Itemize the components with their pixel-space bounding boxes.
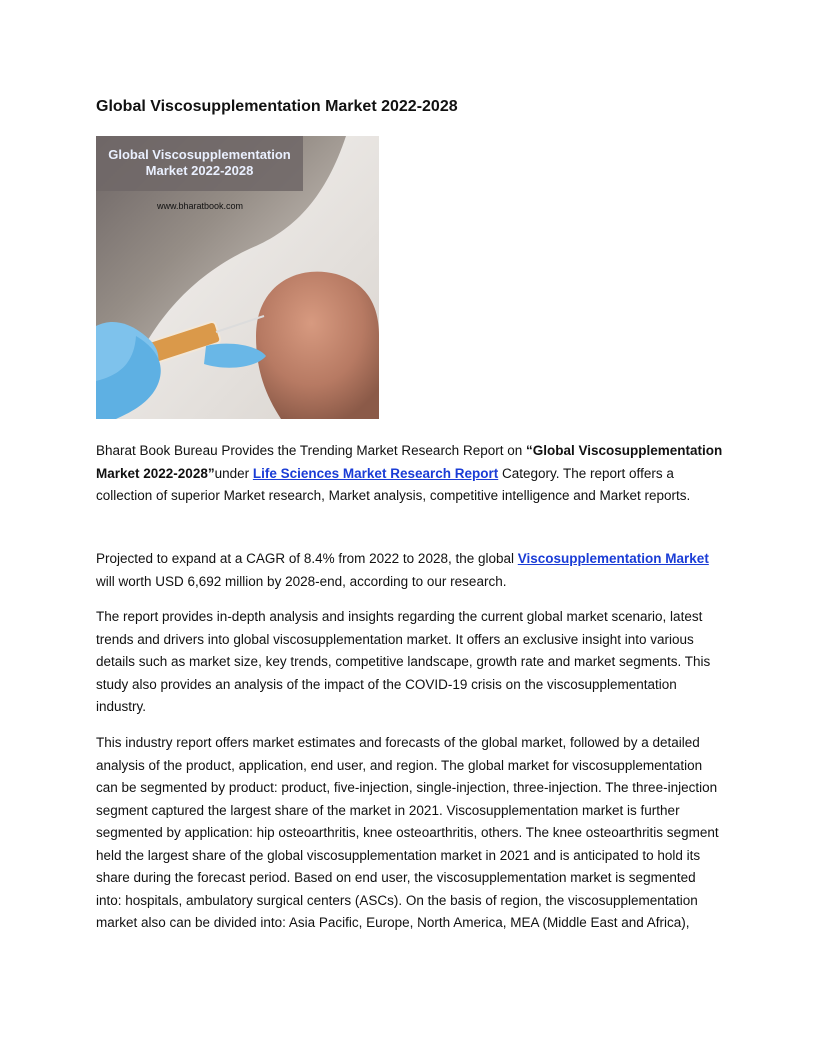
hero-url-text: www.bharatbook.com [157, 201, 244, 211]
intro-report-title: “Global Viscosupplementation Market 2022-2028” [96, 443, 723, 481]
hero-banner-line2: Market 2022-2028 [145, 163, 254, 178]
cagr-text-b: will worth USD 6,692 million by 2028-end, according to our research. [96, 573, 507, 589]
segmentation-paragraph: This industry report offers market estimates and forecasts of the global market, followed by a detailed analysis of the product, application, end user, and region. The global market for viscosupplementation can be segmented by product: product, five-injection, single-injection, three-injection. The three-injection segment captured the largest share of the market in 2021. Viscosupplementation market is further segmented by application: hip osteoarthritis, knee osteoarthritis, others. The knee osteoarthritis segment held the largest share of the global viscosupplementation market in 2021 and is anticipated to hold its share during the forecast period. Based on end user, the viscosupplementation market is segmented into: hospitals, ambulatory surgical centers (ASCs). On the basis of region, the viscosupplementation market also can be divided into: Asia Pacific, Europe, North America, MEA (Middle East and Africa), [96, 735, 719, 930]
intro-text-c: Category. The report offers a collection of superior Market research, Market analysis, competitive intelligence and Market reports. [96, 465, 691, 503]
hero-image [96, 136, 379, 419]
analysis-paragraph: The report provides in-depth analysis and insights regarding the current global market scenario, latest trends and drivers into global viscosupplementation market. It offers an exclusive insight into various details such as market size, key trends, competitive landscape, growth rate and market segments. This study also provides an analysis of the impact of the COVID-19 crisis on the viscosupplementation industry. [96, 609, 711, 714]
life-sciences-link[interactable]: Life Sciences Market Research Report [252, 465, 499, 481]
cagr-paragraph [96, 548, 724, 593]
intro-text-b: under [214, 465, 253, 481]
intro-text-a: Bharat Book Bureau Provides the Trending Market Research Report on [96, 443, 526, 458]
hero-banner [96, 136, 303, 191]
hero-banner-line1: Global Viscosupplementation [108, 147, 291, 162]
cagr-text-a: Projected to expand at a CAGR of 8.4% from 2022 to 2028, the global [96, 551, 518, 566]
intro-paragraph [96, 440, 724, 508]
page-title: Global Viscosupplementation Market 2022-2028 [96, 98, 458, 115]
viscosupplementation-market-link[interactable]: Viscosupplementation Market [517, 551, 709, 566]
